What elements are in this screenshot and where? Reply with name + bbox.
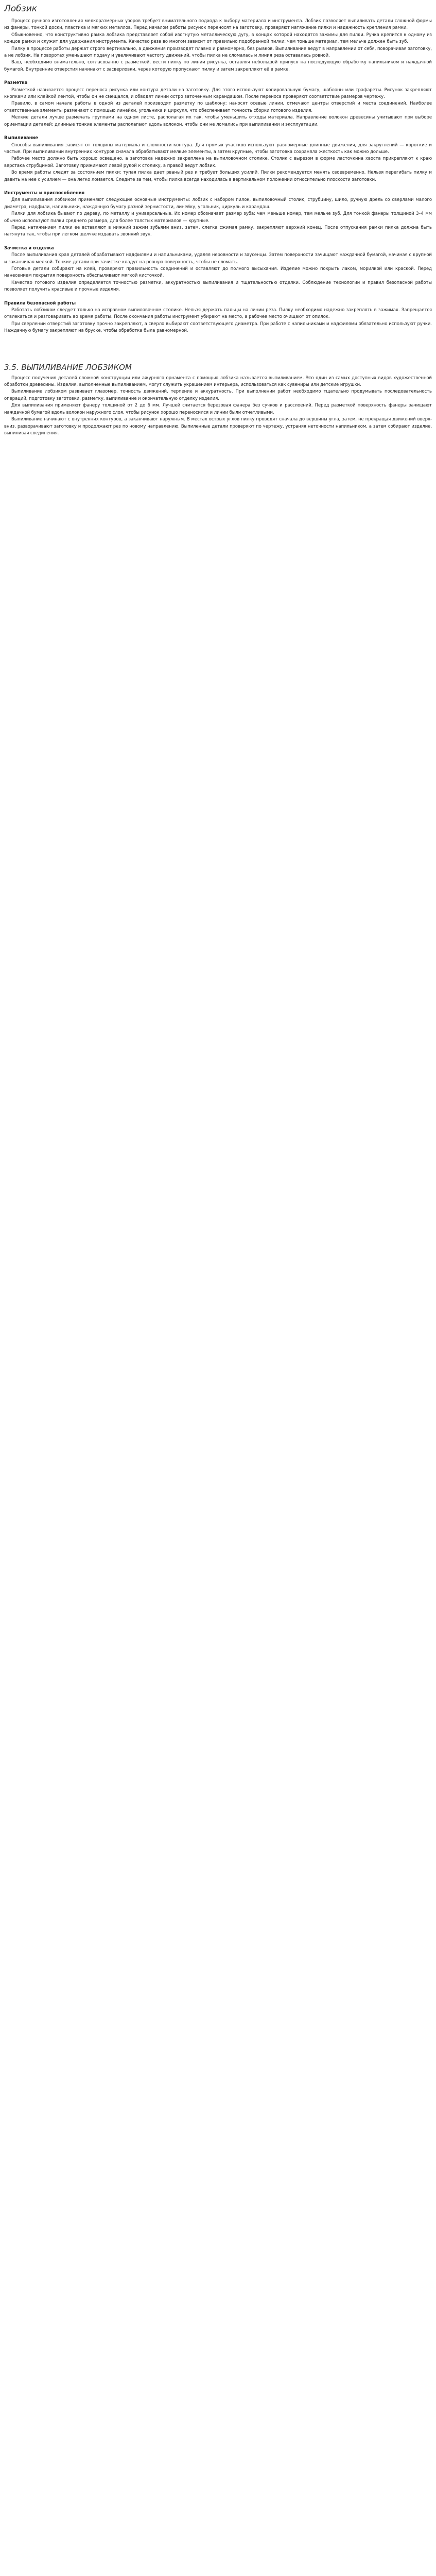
paragraph: Правило, в самом начале работы в одной из деталей производят разметку по шаблону: наносят осевые линии, отмечают центры отверстий и места соединений. Наиболее ответственные элементы размечают с помощью линейки, угольника и циркуля, что обеспечивает точность сборки готового изделия. <box>4 100 432 113</box>
paragraph: Для выпиливания применяют фанеру толщиной от 2 до 6 мм. Лучшей считается березовая фанера без сучков и расслоений. Перед разметкой поверхность фанеры зачищают наждачной бумагой вдоль волокон наружного слоя, чтобы рисунок хорошо переносился и линии были отчетливыми. <box>4 402 432 415</box>
spacer <box>4 183 432 190</box>
spacer <box>4 334 432 355</box>
page-title: Лобзик <box>4 4 38 14</box>
paragraph: Пилку в процессе работы держат строго вертикально, а движения производят плавно и равномерно, без рывков. Выпиливание ведут в направлении от себя, поворачивая заготовку, а не лобзик. На поворотах уменьшают подачу и увеличивают частоту движений, чтобы пилка не сломалась и линия реза оставалась ровной. <box>4 45 432 58</box>
paragraph: Готовые детали собирают на клей, проверяют правильность соединений и оставляют до полного высыхания. Изделие можно покрыть лаком, морилкой или краской. Перед нанесением покрытия поверхность обеспыливают мягкой кисточкой. <box>4 266 432 278</box>
paragraph: Рабочее место должно быть хорошо освещено, а заготовка надежно закреплена на выпиловочном столике. Столик с вырезом в форме ласточкина хвоста прикрепляют к краю верстака струбциной. Заготовку прижимают левой рукой к столику, а правой ведут лобзик. <box>4 156 432 168</box>
paragraph: Обыкновенно, что конструктивно рамка лобзика представляет собой изогнутую металлическую дугу, в концах которой находятся зажимы для пилки. Ручка крепится к одному из концов рамки и служит для удержания инструмента. Качество реза во многом зависит от правильно подобранной пилки: чем тоньше материал, тем мельче должен быть зуб. <box>4 31 432 44</box>
paragraph: После выпиливания края деталей обрабатывают надфилями и напильниками, удаляя неровности и заусенцы. Затем поверхности зачищают наждачной бумагой, начиная с крупной и заканчивая мелкой. Тонкие детали при зачистке кладут на ровную поверхность, чтобы не сломать. <box>4 252 432 264</box>
spacer <box>4 73 432 79</box>
paragraph: Разметкой называется процесс переноса рисунка или контура детали на заготовку. Для этого используют копировальную бумагу, шаблоны или трафареты. Рисунок закрепляют кнопками или клейкой лентой, чтобы он не смещался, и обводят линии остро заточенным карандашом. После переноса проверяют соответствие размеров чертежу. <box>4 87 432 99</box>
paragraph: Качество готового изделия определяется точностью разметки, аккуратностью выпиливания и тщательностью отделки. Соблюдение технологии и правил безопасной работы позволяет получить красивые и прочные изделия. <box>4 279 432 292</box>
spacer <box>4 238 432 245</box>
paragraph: Пилки для лобзика бывают по дереву, по металлу и универсальные. Их номер обозначает размер зуба: чем меньше номер, тем мельче зуб. Для тонкой фанеры толщиной 3–4 мм обычно используют пилки среднего размера, для более толстых материалов — крупные. <box>4 211 432 223</box>
paragraph: Выпиливание начинают с внутренних контуров, а заканчивают наружным. В местах острых углов пилку проводят сначала до вершины угла, затем, не прекращая движений вверх-вниз, разворачивают заготовку и продолжают рез по новому направлению. Выпиленные детали проверяют по чертежу, устраняя неточности напильником, а затем собирают изделие, выпиливая соединения. <box>4 416 432 435</box>
paragraph: Процесс получения деталей сложной конструкции или ажурного орнамента с помощью лобзика называется выпиливанием. Это один из самых доступных видов художественной обработки древесины. Изделия, выполненные выпиливанием, могут служить украшением интерьера, использоваться как сувениры или детские игрушки. <box>4 375 432 387</box>
section-heading-zachistka: Зачистка и отделка <box>4 245 54 250</box>
paragraph: Способы выпиливания зависят от толщины материала и сложности контура. Для прямых участков используют равномерные длинные движения, для закруглений — короткие и частые. При выпиливании внутренних контуров сначала обрабатывают мелкие элементы, а затем крупные, чтобы заготовка сохраняла жесткость как можно дольше. <box>4 142 432 154</box>
document-page <box>0 0 436 442</box>
paragraph: Ваш, необходимо внимательно, согласованно с разметкой, вести пилку по линии рисунка, оставляя небольшой припуск на последующую обработку напильником и наждачной бумагой. Внутренние отверстия начинают с засверловки, через которую пропускают пилку и затем закрепляют её в рамке. <box>4 59 432 72</box>
paragraph: Во время работы следят за состоянием пилки: тупая пилка дает рваный рез и требует больших усилий. Пилки рекомендуется менять своевременно. Нельзя перегибать пилку и давить на нее с усилием — она легко ломается. Следите за тем, чтобы пилка всегда находилась в вертикальном положении относительно плоскости заготовки. <box>4 170 432 182</box>
paragraph: Мелкие детали лучше размечать группами на одном листе, располагая их так, чтобы уменьшить отходы материала. Направление волокон древесины учитывают при выборе ориентации деталей: длинные тонкие элементы располагают вдоль волокон, чтобы они не ломались при выпиливании и эксплуатации. <box>4 114 432 127</box>
spacer <box>4 293 432 300</box>
paragraph: Процесс ручного изготовления мелкоразмерных узоров требует внимательного подхода к выбору материала и инструмента. Лобзик позволяет выпиливать детали сложной формы из фанеры, тонкой доски, пластика и мягких металлов. Перед началом работы рисунок переносят на заготовку, проверяют натяжение пилки и надежность крепления рамки. <box>4 18 432 30</box>
paragraph: Работать лобзиком следует только на исправном выпиловочном столике. Нельзя держать пальцы на линии реза. Пилку необходимо надежно закреплять в зажимах. Запрещается отвлекаться и разговаривать во время работы. После окончания работы инструмент убирают на место, а рабочее место очищают от опилок. <box>4 307 432 319</box>
section-heading-vypilivanie: Выпиливание <box>4 135 38 141</box>
section-heading-bezopasnost: Правила безопасной работы <box>4 300 76 306</box>
paragraph: Выпиливание лобзиком развивает глазомер, точность движений, терпение и аккуратность. При выполнении работ необходимо тщательно продумывать последовательность операций, подготовку заготовки, разметку, выпиливание и окончательную отделку изделия. <box>4 388 432 401</box>
section-heading-instruments: Инструменты и приспособления <box>4 190 85 195</box>
paragraph: Для выпиливания лобзиком применяют следующие основные инструменты: лобзик с набором пилок, выпиловочный столик, струбцину, шило, ручную дрель со сверлами малого диаметра, надфили, напильники, наждачную бумагу разной зернистости, линейку, угольник, циркуль и карандаш. <box>4 197 432 209</box>
paragraph: Перед натяжением пилки ее вставляют в нижний зажим зубьями вниз, затем, слегка сжимая рамку, закрепляют верхний конец. После отпускания рамки пилка должна быть натянута так, чтобы при легком щелчке издавать звонкий звук. <box>4 224 432 237</box>
spacer <box>4 128 432 134</box>
section-heading-razmetka: Разметка <box>4 80 28 86</box>
paragraph: При сверлении отверстий заготовку прочно закрепляют, а сверло выбирают соответствующего диаметра. При работе с напильниками и надфилями обязательно используют ручки. Наждачную бумагу закрепляют на бруске, чтобы обработка была равномерной. <box>4 320 432 333</box>
section-title: 3.5. ВЫПИЛИВАНИЕ ЛОБЗИКОМ <box>4 362 132 372</box>
